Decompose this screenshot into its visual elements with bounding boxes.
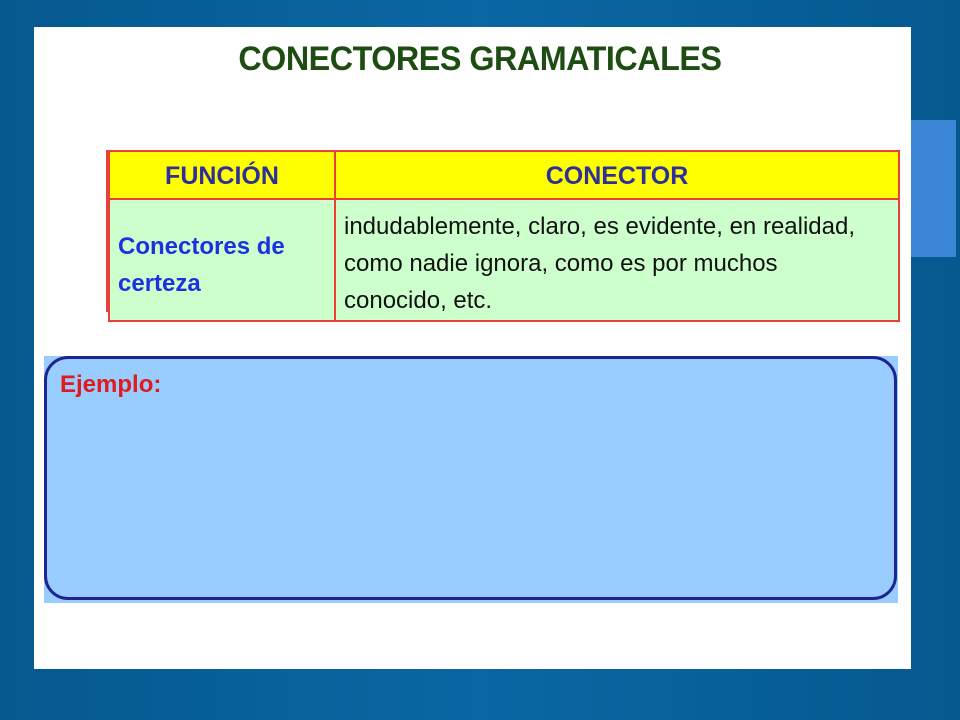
column-divider — [334, 152, 336, 320]
connector-cell: indudablemente, claro, es evidente, en realidad, como nadie ignora, como es por muchos conocido, etc. — [344, 213, 856, 314]
connectors-table — [108, 150, 900, 322]
header-conector: CONECTOR — [545, 162, 689, 190]
example-label: Ejemplo: — [60, 371, 162, 398]
example-box — [44, 356, 897, 600]
accent-block — [910, 120, 956, 257]
table-row — [110, 200, 898, 320]
table-header-row — [110, 152, 898, 200]
slide-title: CONECTORES GRAMATICALES — [238, 40, 722, 78]
header-funcion: FUNCIÓN — [165, 162, 279, 190]
function-cell: Conectores de certeza — [118, 233, 285, 297]
